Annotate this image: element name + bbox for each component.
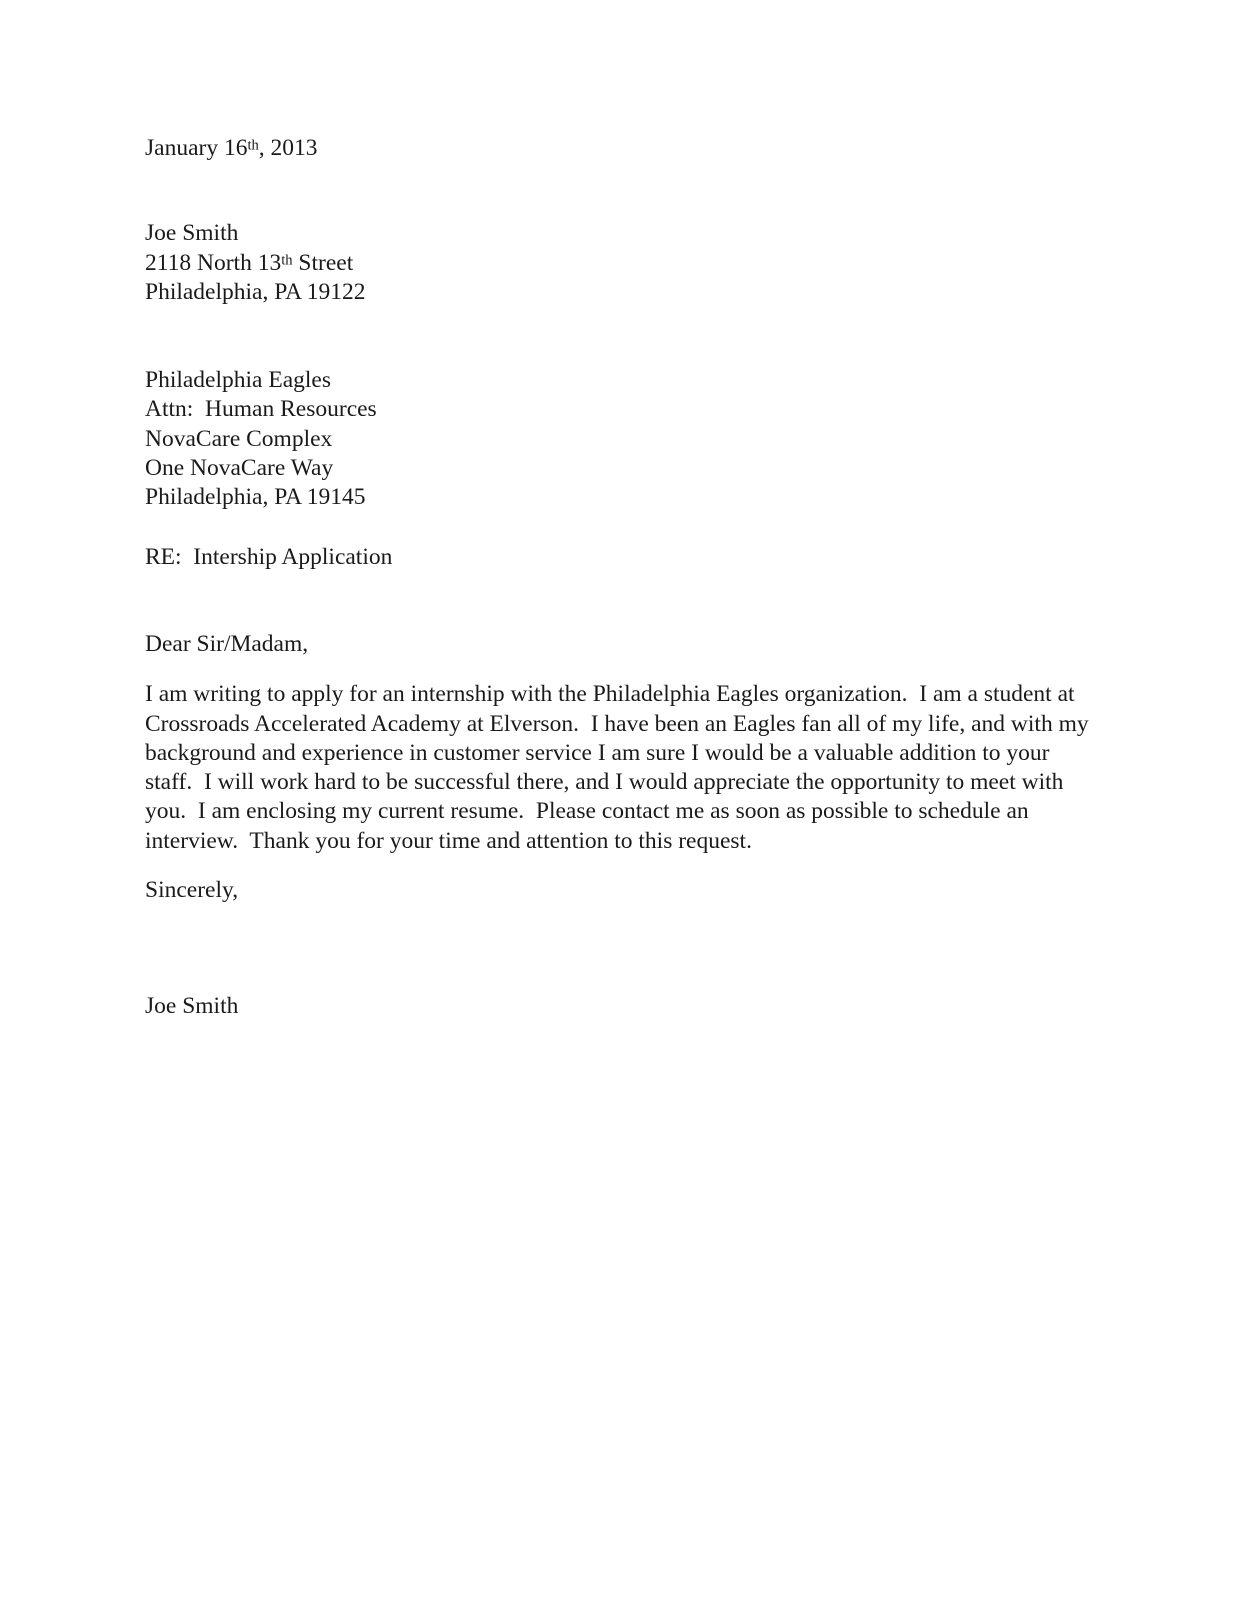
body-line: Crossroads Accelerated Academy at Elverson. I have been an Eagles fan all of my life, and with my (145, 710, 1089, 737)
recipient-building: NovaCare Complex (145, 425, 333, 452)
body-line: interview. Thank you for your time and attention to this request. (145, 827, 752, 854)
recipient-organization: Philadelphia Eagles (145, 367, 331, 394)
sender-street-suffix-text: Street (292, 249, 354, 276)
date-ordinal-superscript: th (247, 137, 259, 154)
closing: Sincerely, (145, 877, 239, 904)
date-year-text: , 2013 (258, 135, 318, 161)
recipient-city-line: Philadelphia, PA 19145 (145, 484, 366, 511)
body-line: staff. I will work hard to be successful there, and I would appreciate the opportunity to meet with (145, 769, 1064, 796)
sender-name: Joe Smith (145, 220, 239, 247)
recipient-attn-line: Attn: Human Resources (145, 396, 377, 423)
sender-address-block (145, 219, 1197, 307)
sender-street-text: 2118 North 13 (145, 249, 282, 276)
subject-line: RE: Intership Application (145, 543, 393, 570)
letter-date (145, 134, 1197, 163)
sender-street (145, 249, 1197, 278)
recipient-address-block (145, 366, 1197, 512)
body-paragraph (145, 680, 1197, 856)
recipient-street: One NovaCare Way (145, 455, 334, 482)
salutation: Dear Sir/Madam, (145, 630, 309, 657)
sender-city-line: Philadelphia, PA 19122 (145, 278, 366, 305)
body-line: background and experience in customer service I am sure I would be a valuable addition to your (145, 739, 1050, 766)
signature-name: Joe Smith (145, 993, 239, 1020)
date-text: January 16 (145, 135, 248, 161)
sender-street-ordinal-superscript: th (281, 252, 293, 269)
body-line: you. I am enclosing my current resume. Please contact me as soon as possible to schedule an (145, 798, 1029, 825)
body-line: I am writing to apply for an internship with the Philadelphia Eagles organization. I am a student at (145, 681, 1075, 708)
letter-content (145, 134, 1197, 1022)
